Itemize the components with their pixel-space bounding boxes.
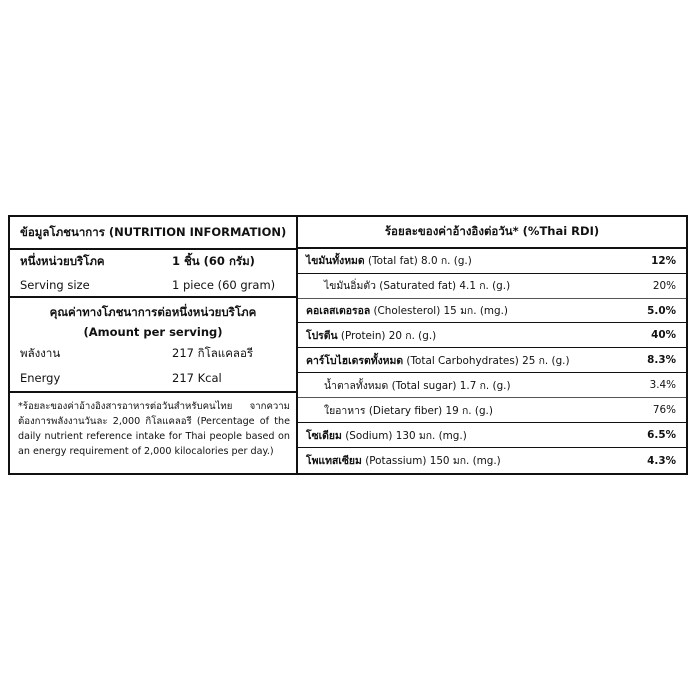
nutrient-english-amount: (Total fat) 8.0 ก. (g.): [367, 255, 472, 268]
nutrition-info-header: ข้อมูลโภชนาการ (NUTRITION INFORMATION): [10, 217, 296, 250]
amount-per-serving-english: (Amount per serving): [83, 325, 223, 339]
serving-size-english-row: [10, 274, 296, 298]
nutrient-thai-name: โพแทสเซียม: [306, 455, 362, 468]
nutrient-row-sodium: [298, 423, 686, 448]
nutrient-english-amount: (Sodium) 130 มก. (mg.): [345, 429, 467, 442]
energy-thai-label: พลังงาน: [20, 345, 61, 360]
amount-per-serving-thai: คุณค่าทางโภชนาการต่อหนึ่งหน่วยบริโภค: [49, 305, 257, 319]
nutrient-percent: 8.3%: [647, 354, 676, 367]
nutrient-english-amount: (Cholesterol) 15 มก. (mg.): [373, 305, 508, 318]
nutrient-percent: 3.4%: [649, 379, 676, 392]
nutrient-percent: 12%: [651, 254, 676, 267]
nutrient-percent: 6.5%: [647, 429, 676, 442]
nutrient-row-protein: [298, 323, 686, 348]
nutrient-row-cholesterol: [298, 299, 686, 324]
energy-english-row: [10, 365, 296, 393]
nutrient-thai-name: ไขมันอิ่มตัว: [324, 280, 376, 293]
rdi-footnote: *ร้อยละของค่าอ้างอิงสารอาหารต่อวันสำหรับคนไทย จากความต้องการพลังงานวันละ 2,000 กิโลแคลอรี (Percentage of the daily nutrient reference intake for Thai people based on an energy requirement of 2,000 kilocalories per day.): [18, 401, 290, 457]
nutrient-row-potassium: [298, 448, 686, 473]
nutrient-percent: 20%: [652, 279, 676, 292]
nutrition-info-column: [10, 217, 298, 473]
nutrient-thai-name: โซเดียม: [306, 429, 342, 442]
nutrient-row-total-sugar: [298, 373, 686, 398]
nutrient-thai-name: น้ำตาลทั้งหมด: [324, 379, 389, 392]
serving-size-thai-row: [10, 250, 296, 274]
energy-thai-value: 217 กิโลแคลอรี: [172, 345, 254, 360]
nutrient-row-saturated-fat: [298, 274, 686, 299]
nutrient-thai-name: ใยอาหาร: [324, 404, 366, 417]
nutrient-thai-name: ไขมันทั้งหมด: [306, 255, 365, 268]
serving-size-english-value: 1 piece (60 gram): [172, 278, 276, 292]
amount-per-serving-header: [10, 298, 296, 342]
nutrient-english-amount: (Potassium) 150 มก. (mg.): [365, 455, 501, 468]
nutrient-percent: 40%: [651, 329, 676, 342]
nutrient-english-amount: (Protein) 20 ก. (g.): [340, 329, 437, 342]
nutrient-percent: 5.0%: [647, 304, 676, 317]
nutrient-english-amount: (Total sugar) 1.7 ก. (g.): [391, 379, 511, 392]
serving-size-english-label: Serving size: [20, 278, 90, 292]
nutrient-english-amount: (Total Carbohydrates) 25 ก. (g.): [406, 354, 570, 367]
thai-rdi-header: ร้อยละของค่าอ้างอิงต่อวัน* (%Thai RDI): [298, 217, 686, 249]
nutrient-thai-name: คอเลสเตอรอล: [306, 305, 371, 318]
serving-size-thai-label: หนึ่งหน่วยบริโภค: [20, 254, 105, 268]
nutrient-percent: 76%: [652, 404, 676, 417]
energy-english-label: Energy: [20, 371, 61, 385]
nutrient-row-total-carbohydrates: [298, 348, 686, 373]
nutrient-english-amount: (Dietary fiber) 19 ก. (g.): [368, 404, 493, 417]
nutrient-english-amount: (Saturated fat) 4.1 ก. (g.): [379, 280, 511, 293]
nutrient-thai-name: โปรตีน: [306, 329, 338, 342]
nutrition-label: [8, 215, 688, 475]
serving-size-thai-value: 1 ชิ้น (60 กรัม): [172, 254, 255, 268]
nutrient-percent: 4.3%: [647, 454, 676, 467]
nutrient-row-dietary-fiber: [298, 398, 686, 423]
thai-rdi-column: [298, 217, 686, 473]
nutrient-row-total-fat: [298, 249, 686, 274]
nutrient-thai-name: คาร์โบไฮเดรตทั้งหมด: [306, 354, 404, 367]
energy-english-value: 217 Kcal: [172, 371, 222, 385]
energy-thai-row: [10, 342, 296, 365]
